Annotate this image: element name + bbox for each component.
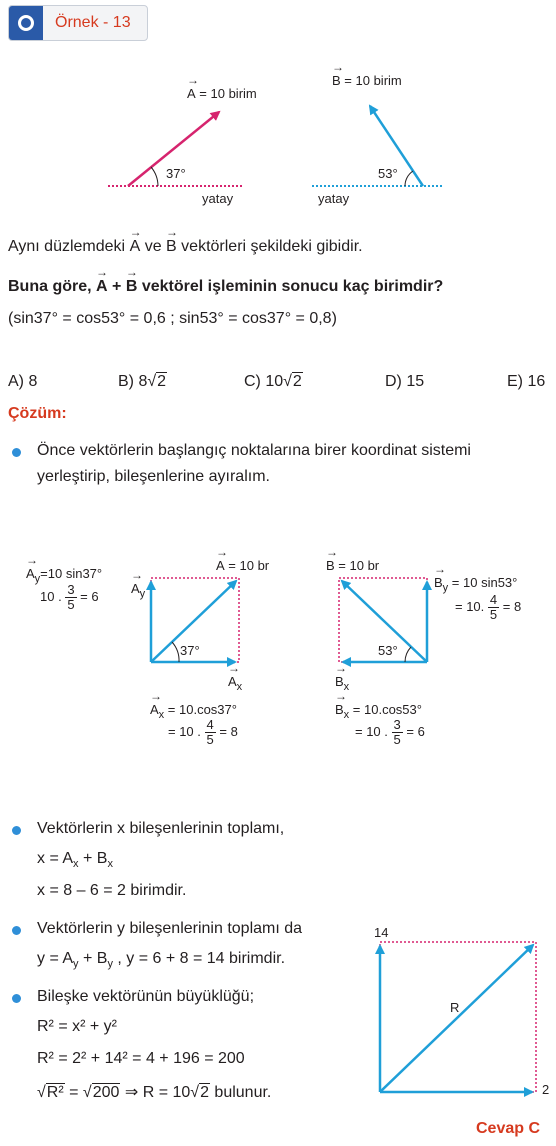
r-heading: Bileşke vektörünün büyüklüğü;: [37, 988, 255, 1005]
x-sum-result: x = 8 – 6 = 2 birimdir.: [37, 882, 187, 899]
solution-text-line-1: Önce vektörlerin başlangıç noktalarına birer koordinat sistemi: [37, 442, 471, 459]
choice-b: B) 8√2: [118, 373, 167, 390]
solution-text-line-2: yerleştirip, bileşenlerine ayıralım.: [37, 468, 270, 485]
bx-calculation: = 10 . $\frac{3}{5}$ = 6: [355, 717, 425, 747]
horizontal-b-label: yatay: [318, 191, 350, 206]
angle-53-label: 53°: [378, 643, 398, 658]
x-sum-heading: Vektörlerin x bileşenlerinin toplamı,: [37, 820, 285, 837]
ay-calculation: 10 . $\frac{3}{5}$ = 6: [40, 582, 99, 612]
bx-label: → $B_x$: [335, 674, 349, 693]
answer-label: Cevap C: [476, 1120, 541, 1137]
a-top-label: → A = 10 br: [216, 558, 269, 573]
choice-e: E) 16: [507, 373, 546, 390]
b-top-label: → B = 10 br: [326, 558, 379, 573]
by-calculation: = 10. $\frac{4}{5}$ = 8: [455, 592, 522, 622]
solution-heading: Çözüm:: [8, 405, 67, 422]
bullet-2: [12, 826, 21, 835]
angle-a-label: 37°: [166, 166, 186, 181]
angle-arc-a: [151, 167, 158, 186]
angle-b-label: 53°: [378, 166, 398, 181]
y-sum-heading: Vektörlerin y bileşenlerinin toplamı da: [37, 920, 303, 937]
bullet-3: [12, 926, 21, 935]
y-tick-14: 14: [374, 925, 389, 940]
bullet-4: [12, 994, 21, 1003]
choice-c: C) 10√2: [244, 373, 302, 390]
r-equation-3: √R² = √200 ⇒ R = 10√2 bulunur.: [37, 1084, 272, 1101]
angle-arc-b: [405, 171, 413, 186]
question-line-2: Buna göre, → A + → B vektörel işleminin sonucu kaç birimdir?: [8, 278, 443, 296]
question-line-1: Aynı düzlemdeki → A ve → B vektörleri şekildeki gibidir.: [8, 238, 363, 256]
r-label: R: [450, 1000, 460, 1015]
example-title: Örnek - 13: [55, 14, 131, 31]
angle-arc-37: [172, 642, 179, 662]
bx-formula: → $B_x = 10.\cos 53^\circ$: [335, 702, 422, 721]
ax-formula: → $A_x = 10.\cos 37^\circ$: [150, 702, 237, 721]
ax-label: → $A_x$: [228, 674, 242, 693]
choice-d: D) 15: [385, 373, 425, 390]
r-resultant-arrow: [380, 945, 533, 1092]
ay-label: → $A_y$: [131, 581, 145, 600]
vector-a-label: → A = 10 birim: [187, 86, 257, 101]
choice-a: A) 8: [8, 373, 38, 390]
vector-b-label: → B = 10 birim: [332, 73, 402, 88]
given-values: (sin37° = cos53° = 0,6 ; sin53° = cos37° = 0,8): [8, 310, 337, 327]
ax-calculation: = 10 . $\frac{4}{5}$ = 8: [168, 717, 238, 747]
y-sum-equation: $y = A_y + B_y$ , y = 6 + 8 = 14 birimdir.: [37, 950, 286, 970]
x-tick-2: 2: [542, 1082, 550, 1097]
angle-37-label: 37°: [180, 643, 200, 658]
r-equation-1: R² = x² + y²: [37, 1018, 118, 1035]
x-sum-equation: $x = A_x + B_x$: [37, 850, 113, 870]
horizontal-a-label: yatay: [202, 191, 234, 206]
by-formula: → $B_y = 10$ sin53°: [434, 575, 517, 594]
angle-arc-53: [405, 647, 411, 662]
r-equation-2: R² = 2² + 14² = 4 + 196 = 200: [37, 1050, 245, 1067]
ay-formula: → $A_y=10$ sin37°: [26, 566, 102, 585]
bullet-1: [12, 448, 21, 457]
